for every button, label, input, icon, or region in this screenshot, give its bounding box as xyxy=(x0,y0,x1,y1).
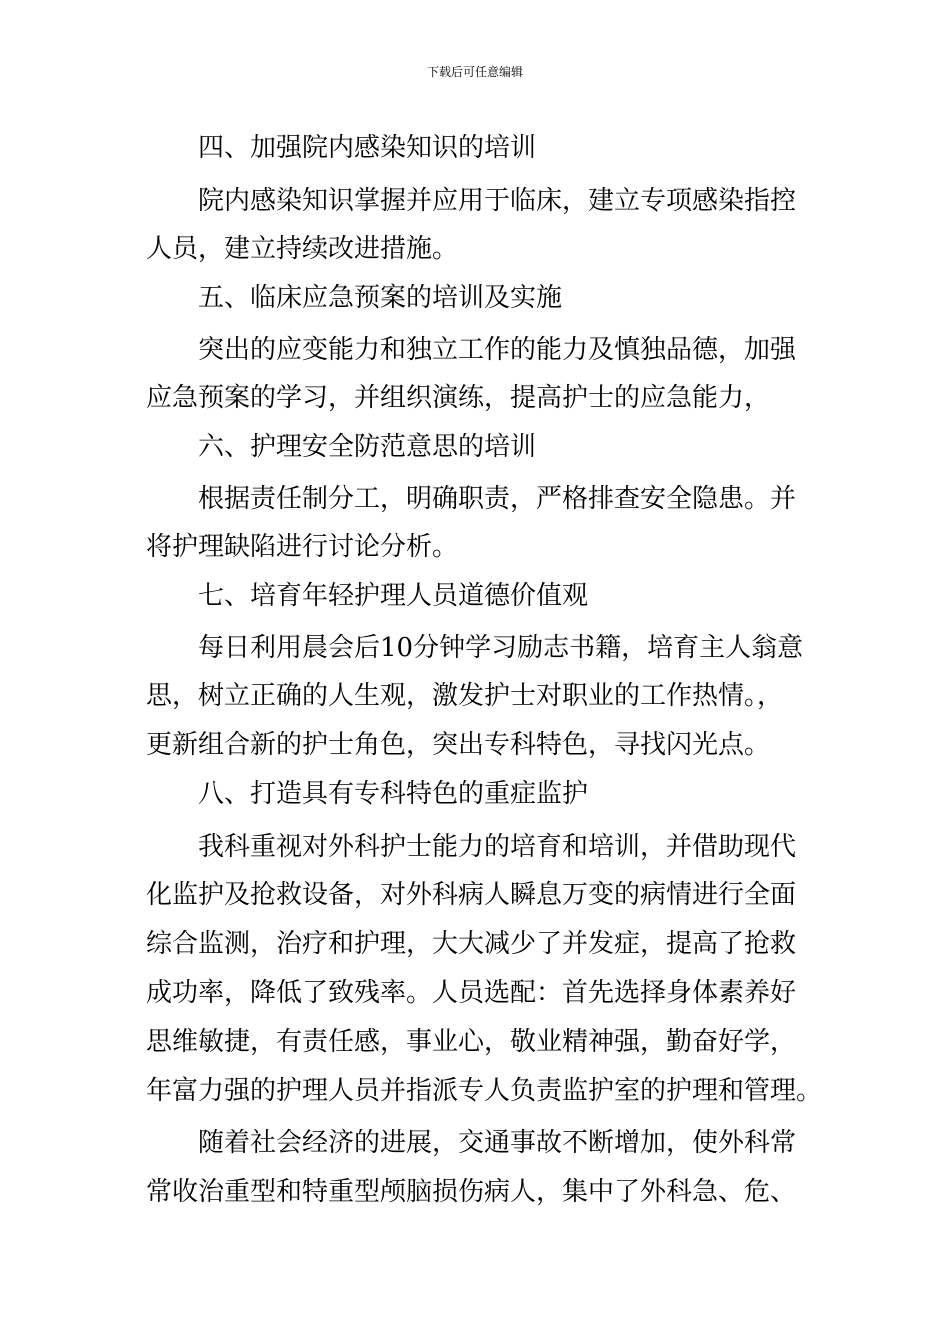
paragraph-line: 化监护及抢救设备，对外科病人瞬息万变的病情进行全面 xyxy=(146,880,797,910)
paragraph-line: 突出的应变能力和独立工作的能力及慎独品德，加强 xyxy=(198,335,797,365)
paragraph-line: 思维敏捷，有责任感，事业心，敬业精神强，勤奋好学， xyxy=(146,1027,797,1057)
paragraph-line: 年富力强的护理人员并指派专人负责监护室的护理和管理。 xyxy=(146,1076,823,1106)
paragraph-line: 成功率，降低了致残率。人员选配：首先选择身体素养好 xyxy=(146,978,797,1008)
section-heading-6: 六、护理安全防范意思的培训 xyxy=(198,432,537,462)
section-heading-8: 八、打造具有专科特色的重症监护 xyxy=(198,779,589,809)
paragraph-line: 常收治重型和特重型颅脑损伤病人，集中了外科急、危、 xyxy=(146,1177,797,1207)
paragraph-line: 院内感染知识掌握并应用于临床，建立专项感染指控 xyxy=(198,186,797,216)
paragraph-line: 综合监测，治疗和护理，大大减少了并发症，提高了抢救 xyxy=(146,929,797,959)
paragraph-line: 随着社会经济的进展，交通事故不断增加，使外科常 xyxy=(198,1128,797,1158)
section-heading-4: 四、加强院内感染知识的培训 xyxy=(198,133,537,163)
paragraph-line: 每日利用晨会后10分钟学习励志书籍，培育主人翁意 xyxy=(198,633,804,663)
paragraph-line: 思，树立正确的人生观，激发护士对职业的工作热情。， xyxy=(146,681,784,711)
paragraph-line: 我科重视对外科护士能力的培育和培训，并借助现代 xyxy=(198,832,797,862)
paragraph-line: 人员，建立持续改进措施。 xyxy=(146,234,459,264)
section-heading-7: 七、培育年轻护理人员道德价值观 xyxy=(198,581,589,611)
paragraph-line: 将护理缺陷进行讨论分析。 xyxy=(146,532,459,562)
page-header: 下载后可任意编辑 xyxy=(426,65,523,79)
paragraph-line: 应急预案的学习，并组织演练，提高护士的应急能力， xyxy=(146,383,771,413)
paragraph-line: 更新组合新的护士角色，突出专科特色，寻找闪光点。 xyxy=(146,730,771,760)
paragraph-line: 根据责任制分工，明确职责，严格排查安全隐患。并 xyxy=(198,484,797,514)
section-heading-5: 五、临床应急预案的培训及实施 xyxy=(198,283,563,313)
